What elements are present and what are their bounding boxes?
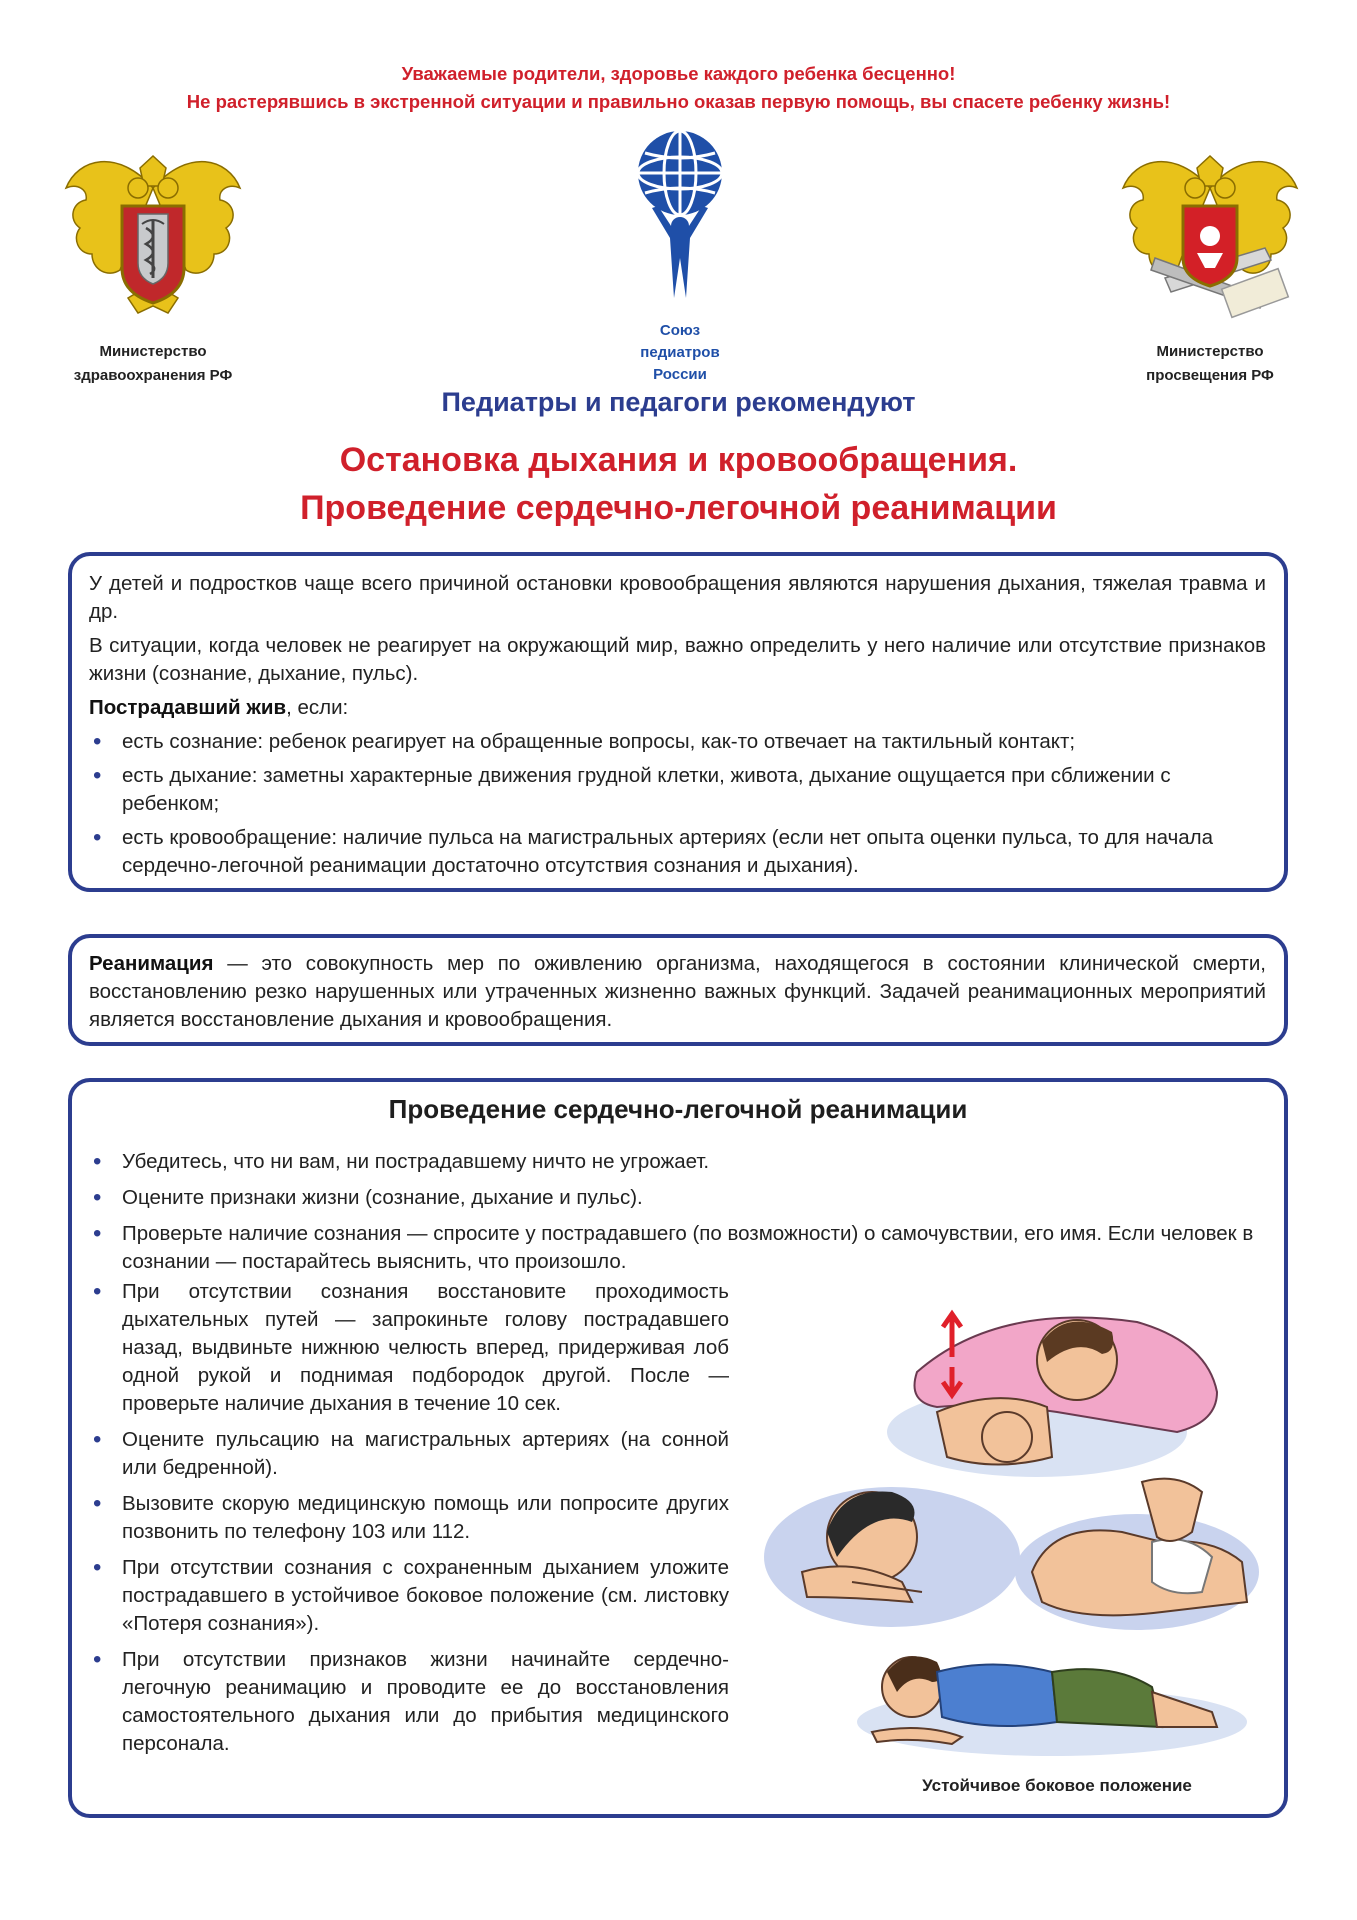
list-item: • есть сознание: ребенок реагирует на обращенные вопросы, как-то отвечает на тактильный контакт;: [89, 728, 1266, 756]
life-signs-box: [68, 552, 1288, 892]
ministry-health-caption-line2: здравоохранения РФ: [73, 367, 233, 384]
page-title-line-1: Остановка дыхания и кровообращения.: [339, 441, 1018, 479]
list-item: • Проверьте наличие сознания — спросите у пострадавшего (по возможности) о самочувствии, его имя. Если человек в сознании — постарайтесь выяснить, что произошло.: [89, 1220, 1261, 1276]
ministry-health-caption-line1: Министерство: [99, 343, 207, 360]
list-item: • есть кровообращение: наличие пульса на магистральных артериях (если нет опыта оценки пульса, то для начала сердечно-легочной реанимации достаточно отсутствия сознания и дыхания).: [89, 824, 1266, 880]
ministry-health-caption: [48, 340, 258, 388]
pediatric-union-caption-line1: Союз: [659, 322, 701, 339]
greeting-line-2: Не растерявшись в экстренной ситуации и правильно оказав первую помощь, вы спасете ребенку жизнь!: [186, 91, 1171, 112]
cpr-steps-top: [89, 1148, 1261, 1276]
ministry-education-caption: [1110, 340, 1310, 388]
femoral-pulse-illustration: [1012, 1462, 1262, 1632]
recovery-position-caption: Устойчивое боковое положение: [922, 1776, 1192, 1795]
ministry-education-caption-line1: Министерство: [1156, 343, 1264, 360]
reanimation-definition: [89, 950, 1266, 1034]
life-signs-paragraph: В ситуации, когда человек не реагирует на окружающий мир, важно определить у него наличие или отсутствие признаков жизни (сознание, дыхание, пульс).: [89, 634, 1266, 685]
list-item: • Оцените признаки жизни (сознание, дыхание и пульс).: [89, 1184, 1261, 1212]
list-item: • При отсутствии сознания с сохраненным дыханием уложите пострадавшего в устойчивое боковое положение (см. листовку «Потеря сознания»).: [89, 1554, 729, 1638]
reanimation-term: Реанимация: [89, 952, 214, 975]
greeting-line-1: Уважаемые родители, здоровье каждого ребенка бесценно!: [401, 63, 956, 84]
list-item: • Убедитесь, что ни вам, ни пострадавшему ничто не угрожает.: [89, 1148, 1261, 1176]
carotid-pulse-illustration: [762, 1462, 1032, 1632]
cpr-section-title: Проведение сердечно-легочной реанимации: [388, 1094, 968, 1124]
pediatric-union-caption: [600, 320, 760, 386]
alive-rest: , если:: [286, 696, 349, 719]
list-item: • При отсутствии признаков жизни начинайте сердечно-легочную реанимацию и проводите ее до восстановления самостоятельного дыхания или до прибытия медицинского персонала.: [89, 1646, 729, 1758]
pediatric-union-caption-line3: России: [653, 366, 707, 383]
reanimation-text: — это совокупность мер по оживлению организма, находящегося в состоянии клинической смерти, восстановлению резко нарушенных или утраченных жизненно важных функций. Задачей реанимационных мероприятий является восстановление дыхания и кровообращения.: [89, 952, 1266, 1031]
alive-bold: Пострадавший жив: [89, 696, 287, 719]
head-tilt-illustration: [877, 1282, 1237, 1492]
pediatric-union-logo: [630, 128, 730, 318]
list-item: • При отсутствии сознания восстановите проходимость дыхательных путей — запрокиньте голову пострадавшего назад, выдвиньте нижнюю челюсть вперед, придерживая лоб одной рукой и поднимая подбородок другой. После — проверьте наличие дыхания в течение 10 сек.: [89, 1278, 729, 1418]
cpr-procedure-box: [68, 1078, 1288, 1818]
intro-paragraph: У детей и подростков чаще всего причиной остановки кровообращения являются нарушения дыхания, тяжелая травма и др.: [89, 572, 1266, 623]
recovery-position-illustration: [852, 1642, 1252, 1762]
page-title-line-2: Проведение сердечно-легочной реанимации: [300, 489, 1057, 527]
list-item: • Оцените пульсацию на магистральных артериях (на сонной или бедренной).: [89, 1426, 729, 1482]
ministry-education-emblem: [1115, 128, 1305, 328]
subtitle: Педиатры и педагоги рекомендуют: [441, 387, 916, 417]
ministry-health-emblem: [58, 128, 248, 328]
cpr-steps-narrow: [89, 1278, 729, 1758]
list-item: • есть дыхание: заметны характерные движения грудной клетки, живота, дыхание ощущается при сближении с ребенком;: [89, 762, 1266, 818]
alive-if-line: [89, 694, 1266, 722]
list-item: • Вызовите скорую медицинскую помощь или попросите других позвонить по телефону 103 или 112.: [89, 1490, 729, 1546]
reanimation-definition-box: [68, 934, 1288, 1046]
pediatric-union-caption-line2: педиатров: [640, 344, 720, 361]
ministry-education-caption-line2: просвещения РФ: [1146, 367, 1274, 384]
